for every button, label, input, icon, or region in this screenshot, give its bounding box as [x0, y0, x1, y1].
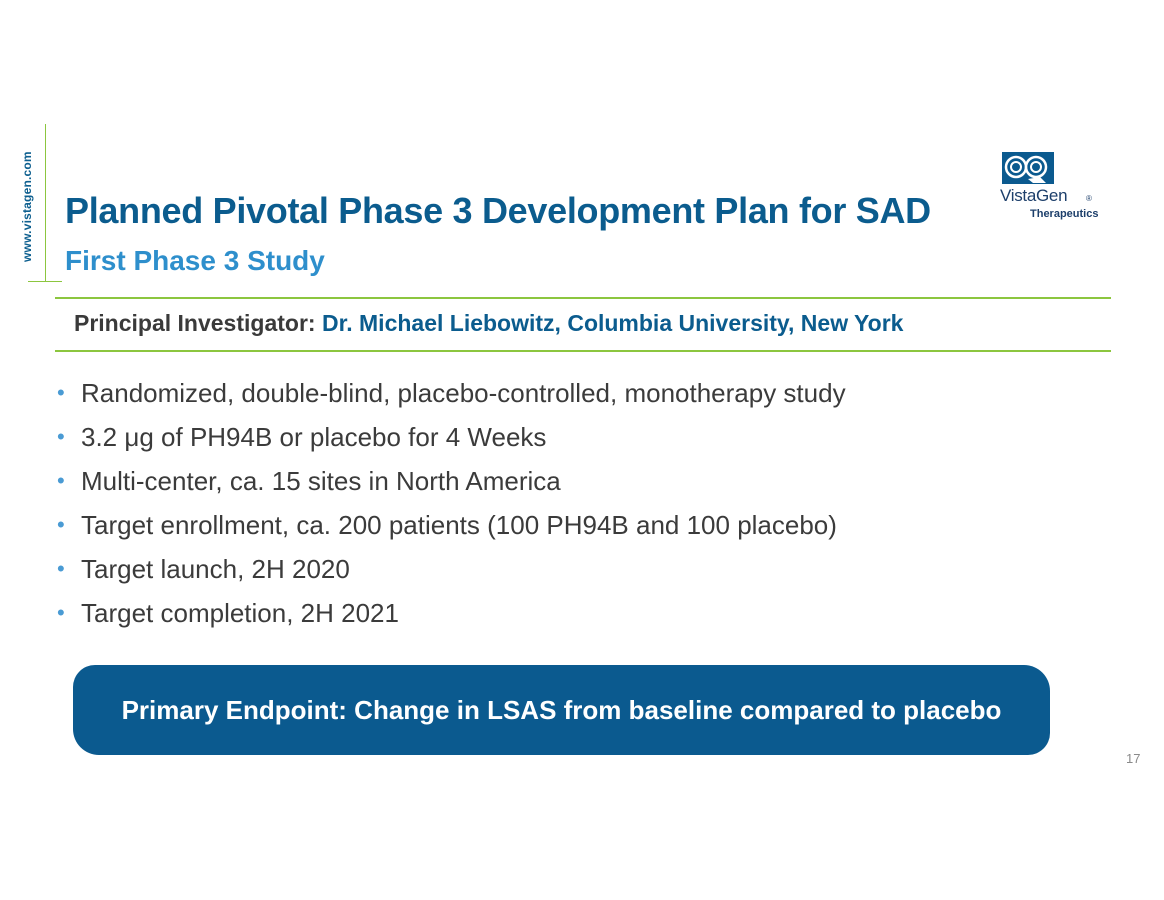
- investigator-label: Principal Investigator:: [74, 310, 316, 336]
- vistagen-logo-icon: [1002, 152, 1054, 184]
- list-item-text: Target launch, 2H 2020: [81, 554, 350, 584]
- principal-investigator: [74, 310, 903, 337]
- company-logo: [1000, 152, 1112, 224]
- list-item: [55, 507, 846, 551]
- side-divider-vertical: [45, 124, 46, 282]
- list-item-text: Target completion, 2H 2021: [81, 598, 399, 628]
- page-number: 17: [1126, 751, 1141, 766]
- investigator-rule-top: [55, 297, 1111, 299]
- primary-endpoint-box: [73, 665, 1050, 755]
- bullet-icon: •: [57, 424, 65, 449]
- list-item-text: Randomized, double-blind, placebo-controlled, monotherapy study: [81, 378, 846, 408]
- primary-endpoint-text: Primary Endpoint: Change in LSAS from baseline compared to placebo: [121, 694, 1002, 725]
- list-item: [55, 419, 846, 463]
- website-url[interactable]: www.vistagen.com: [20, 151, 34, 262]
- bullet-icon: •: [57, 556, 65, 581]
- logo-registered-mark: ®: [1086, 194, 1092, 203]
- list-item: [55, 595, 846, 639]
- logo-name: VistaGen: [1000, 186, 1068, 205]
- bullet-icon: •: [57, 468, 65, 493]
- bullet-icon: •: [57, 512, 65, 537]
- list-item-text: Target enrollment, ca. 200 patients (100 PH94B and 100 placebo): [81, 510, 837, 540]
- bullet-icon: •: [57, 380, 65, 405]
- list-item-text: Multi-center, ca. 15 sites in North America: [81, 466, 561, 496]
- investigator-name: Dr. Michael Liebowitz, Columbia University, New York: [321, 310, 904, 336]
- list-item: [55, 463, 846, 507]
- investigator-rule-bottom: [55, 350, 1111, 352]
- list-item: [55, 551, 846, 595]
- list-item-text: 3.2 μg of PH94B or placebo for 4 Weeks: [81, 422, 547, 452]
- list-item: [55, 375, 846, 419]
- bullet-icon: •: [57, 600, 65, 625]
- slide-title: Planned Pivotal Phase 3 Development Plan for SAD: [65, 190, 931, 231]
- side-divider-horizontal: [28, 281, 62, 282]
- study-details-list: [55, 375, 846, 639]
- logo-tagline: Therapeutics: [1030, 208, 1099, 220]
- slide-subtitle: First Phase 3 Study: [65, 245, 325, 276]
